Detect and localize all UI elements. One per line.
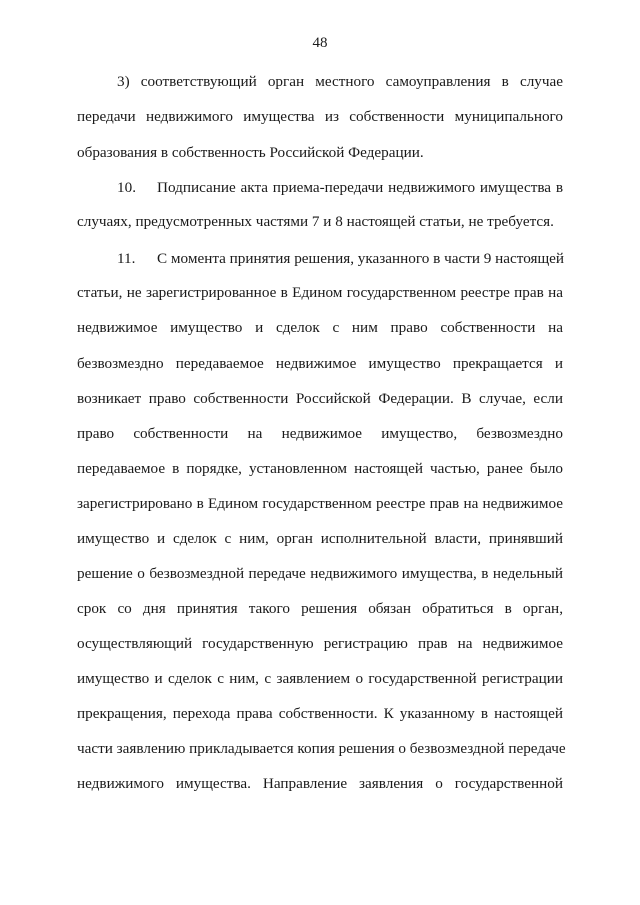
section11-line-2: статьи, не зарегистрированное в Едином государственном реестре прав на <box>77 284 563 301</box>
section10-number: 10. <box>117 179 136 196</box>
section10-line-2: случаях, предусмотренных частями 7 и 8 настоящей статьи, не требуется. <box>77 213 554 230</box>
section11-first-line: С момента принятия решения, указанного в части 9 настоящей <box>157 250 565 267</box>
section11-line-12: осуществляющий государственную регистрацию прав на недвижимое <box>77 635 563 652</box>
section11-line-6: право собственности на недвижимое имущество, безвозмездно <box>77 425 563 442</box>
section11-line-16: недвижимого имущества. Направление заявления о государственной <box>77 775 563 792</box>
section11-line-10: решение о безвозмездной передаче недвижимого имущества, в недельный <box>77 565 563 582</box>
section11-line-11: срок со дня принятия такого решения обязан обратиться в орган, <box>77 600 563 617</box>
item3-line-2: передачи недвижимого имущества из собственности муниципального <box>77 108 563 125</box>
page-number: 48 <box>312 35 328 51</box>
section11-line-14: прекращения, перехода права собственности. К указанному в настоящей <box>77 705 563 722</box>
section11-line-7: передаваемое в порядке, установленном настоящей частью, ранее было <box>77 460 563 477</box>
section10-heading <box>0 178 640 198</box>
item3-line-1: 3) соответствующий орган местного самоуправления в случае <box>117 73 563 90</box>
section11-line-8: зарегистрировано в Едином государственном реестре прав на недвижимое <box>77 495 563 512</box>
section11-line-4: безвозмездно передаваемое недвижимое имущество прекращается и <box>77 355 563 372</box>
section11-line-3: недвижимое имущество и сделок с ним право собственности на <box>77 319 563 336</box>
section11-line-13: имущество и сделок с ним, с заявлением о государственной регистрации <box>77 670 563 687</box>
section11-line-9: имущество и сделок с ним, орган исполнительной власти, принявший <box>77 530 563 547</box>
section10-first-line: Подписание акта приема-передачи недвижимого имущества в <box>157 179 563 196</box>
section11-line-15: части заявлению прикладывается копия решения о безвозмездной передаче <box>77 740 566 757</box>
section11-line-5: возникает право собственности Российской Федерации. В случае, если <box>77 390 563 407</box>
section11-heading <box>0 249 640 269</box>
section11-number: 11. <box>117 250 136 267</box>
item3-line-3: образования в собственность Российской Федерации. <box>77 144 424 161</box>
